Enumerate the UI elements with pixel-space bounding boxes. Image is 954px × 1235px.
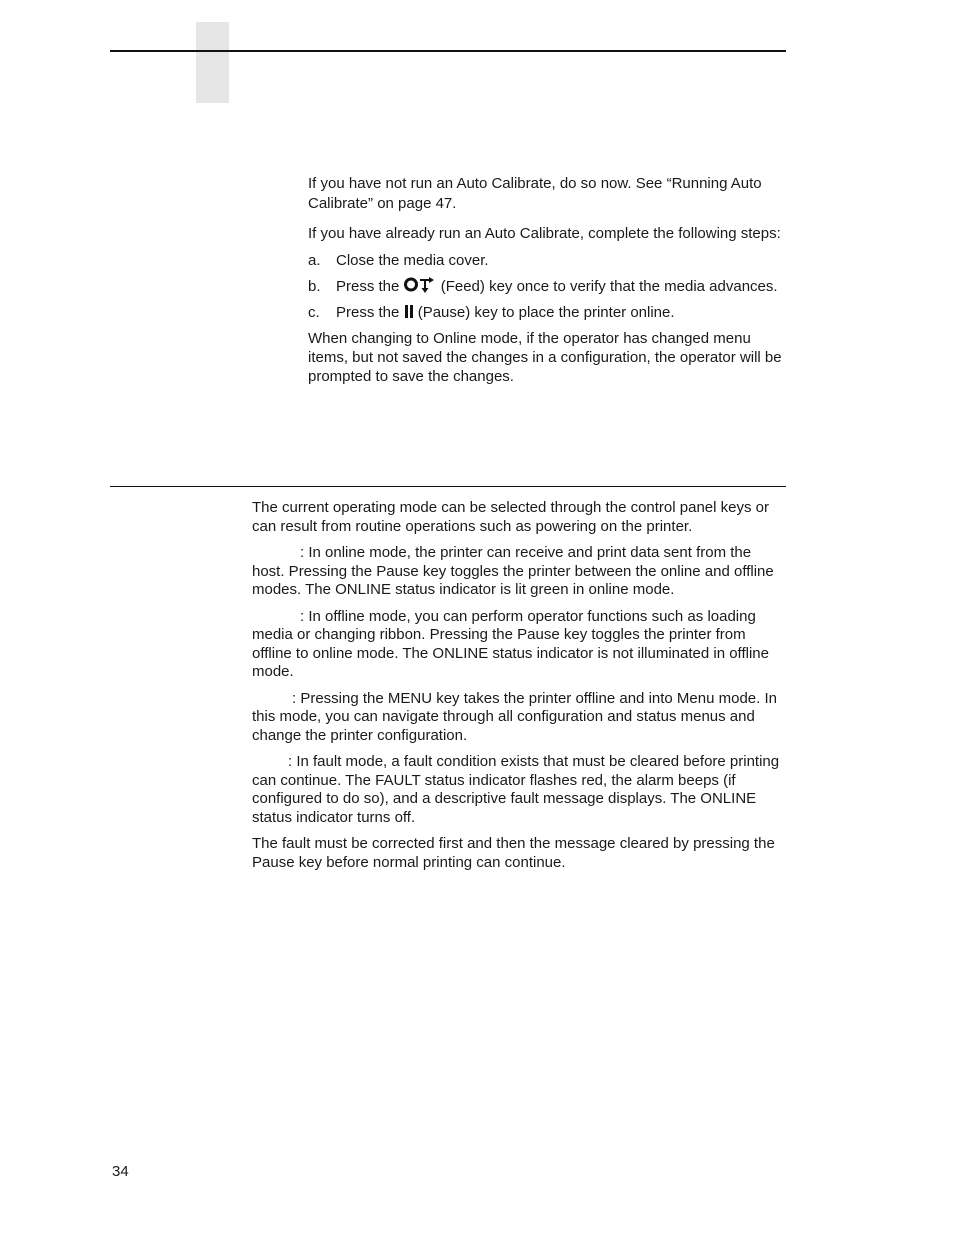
header-rule: [110, 50, 786, 52]
step-text: Close the media cover.: [336, 252, 489, 269]
step-letter: c.: [308, 304, 320, 321]
steps-intro: If you have already run an Auto Calibrate, complete the following steps:: [308, 225, 781, 242]
fault-mode-description: [252, 753, 786, 827]
offline-mode-text: : In offline mode, you can perform operator functions such as loading media or changing ribbon. Pressing the Pause key toggles the printer from offline to online mode. The ONLINE status indicator is not illuminated in offline mode.: [252, 607, 769, 680]
step-text-post: (Feed) key once to verify that the media advances.: [440, 278, 778, 295]
online-mode-description: [252, 544, 786, 600]
calibration-instructions: [308, 174, 786, 386]
step-text-pre: Press the: [336, 278, 400, 295]
online-mode-note: When changing to Online mode, if the operator has changed menu items, but not saved the changes in a configuration, the operator will be prompted to save the changes.: [308, 330, 782, 385]
step-letter: b.: [308, 278, 321, 295]
offline-mode-description: [252, 608, 786, 682]
chapter-tab-marker: [196, 22, 229, 103]
fault-note: The fault must be corrected first and then the message cleared by pressing the Pause key before normal printing can continue.: [252, 835, 775, 871]
section-rule: [110, 486, 786, 487]
page-number: 34: [112, 1163, 129, 1180]
menu-mode-description: [252, 690, 786, 746]
step-text: [336, 277, 786, 296]
auto-calibrate-note: If you have not run an Auto Calibrate, do so now. See “Running Auto Calibrate” on page 47.: [308, 175, 762, 212]
online-mode-text: : In online mode, the printer can receive and print data sent from the host. Pressing the Pause key toggles the printer between the online and offline modes. The ONLINE status indicator is lit green in online mode.: [252, 544, 774, 598]
step-b: [308, 277, 786, 296]
operating-modes-section: [252, 499, 786, 880]
modes-intro: The current operating mode can be selected through the control panel keys or can result from routine operations such as powering on the printer.: [252, 499, 769, 535]
step-text: [336, 303, 786, 322]
step-a: [308, 251, 786, 270]
feed-key-icon: [404, 277, 437, 294]
step-letter: a.: [308, 252, 321, 269]
pause-key-icon: [404, 304, 414, 319]
fault-mode-text: : In fault mode, a fault condition exists that must be cleared before printing can continue. The FAULT status indicator flashes red, the alarm beeps (if configured to do so), and a descriptive fault message displays. The ONLINE status indicator turns off.: [252, 753, 780, 826]
step-c: [308, 303, 786, 322]
menu-mode-text: : Pressing the MENU key takes the printer offline and into Menu mode. In this mode, you can navigate through all configuration and status menus and change the printer configuration.: [252, 689, 777, 744]
step-text-pre: Press the: [336, 304, 400, 321]
step-text-post: (Pause) key to place the printer online.: [417, 304, 675, 321]
